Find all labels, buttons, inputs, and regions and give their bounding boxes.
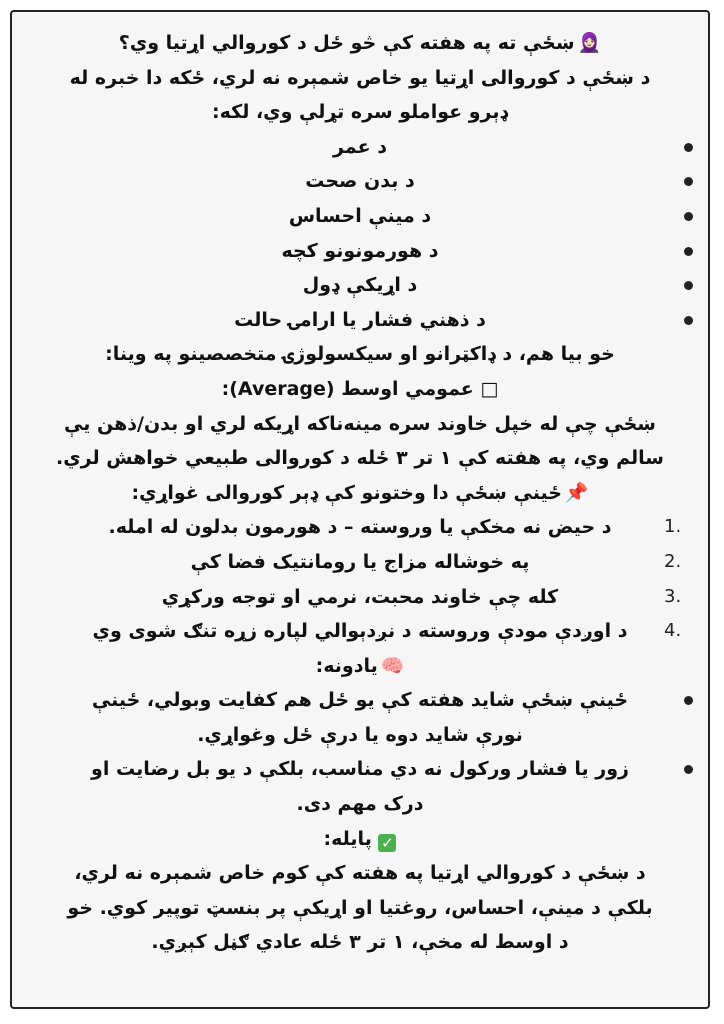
list-item-text: د هورمونونو کچه <box>281 239 439 262</box>
more-desire-text: ځینې ښځې دا وختونو کې ډېر کوروالی غواړي: <box>131 481 562 504</box>
list-item <box>24 199 696 234</box>
list-item <box>24 614 696 649</box>
list-item-text: د اوږدې مودې وروسته د نږدېوالي لپاره زړه تنګ شوی وي <box>92 620 628 643</box>
title <box>24 26 696 61</box>
list-item-text: ځینې ښځې شاید هفته کې یو ځل هم کفایت وبولي، ځینې نورې شاید دوه یا درې ځل وغواړي. <box>91 689 629 746</box>
list-item-text: د ذهني فشار یا ارامۍ حالت <box>234 308 486 331</box>
post-card <box>10 10 710 1009</box>
list-item <box>24 164 696 199</box>
article-body <box>24 26 696 960</box>
list-item <box>24 130 696 165</box>
conclusion-text: پایله: <box>323 827 372 850</box>
title-text: ښځې ته په هفته کې څو ځل د کوروالي اړتیا وي؟ <box>118 32 575 54</box>
list-item <box>24 303 696 338</box>
list-item-text: کله چې خاوند محبت، نرمي او توجه ورکړي <box>161 585 559 608</box>
expert-line: خو بیا هم، د ډاکټرانو او سیکسولوژۍ متخصصینو په وینا: <box>105 343 615 366</box>
box-icon: □ <box>480 377 499 400</box>
brain-icon: 🧠 <box>380 654 405 677</box>
reminder-text: یادونه: <box>315 654 378 677</box>
bullet-icon <box>684 696 693 705</box>
list-item <box>24 234 696 269</box>
times-list <box>24 510 696 648</box>
average-heading <box>24 372 696 407</box>
conclusion-heading <box>24 822 696 857</box>
list-item <box>24 580 696 615</box>
bullet-icon <box>684 281 693 290</box>
notes-list <box>24 683 696 821</box>
average-text-1: ښځې چې له خپل خاوند سره مینه‌ناکه اړیکه لري او بدن/ذهن یې <box>64 412 656 435</box>
factor-list <box>24 130 696 338</box>
list-number: 2. <box>664 550 682 572</box>
bullet-icon <box>684 765 693 774</box>
intro-line-2: ډېرو عواملو سره تړلې وي، لکه: <box>212 101 508 124</box>
bullet-icon <box>684 143 693 152</box>
pushpin-icon: 📌 <box>564 481 589 504</box>
list-item <box>24 268 696 303</box>
list-item-text: د حیض نه مخکې یا وروسته – د هورمون بدلون له امله. <box>108 516 612 539</box>
intro-line-1: د ښځې د کوروالی اړتیا یو خاص شمېره نه لري، ځکه دا خبره له <box>69 66 651 89</box>
list-item-text: په خوشاله مزاج یا رومانتیک فضا کې <box>190 550 530 573</box>
conclusion-line-1: د ښځې د کوروالي اړتیا په هفته کې کوم خاص شمېره نه لري، <box>74 862 646 885</box>
woman-hijab-icon: 🧕🏻 <box>577 32 602 54</box>
more-desire-heading <box>24 476 696 511</box>
list-number: 4. <box>664 620 682 642</box>
list-item-text: د بدن صحت <box>305 170 415 193</box>
list-item-text: د مينې احساس <box>288 204 432 227</box>
list-item-text: د عمر <box>333 135 387 158</box>
bullet-icon <box>684 316 693 325</box>
conclusion-line-3: د اوسط له مخې، ۱ تر ۳ ځله عادي ګڼل کېږي. <box>151 931 569 954</box>
bullet-icon <box>684 247 693 256</box>
list-item <box>24 683 696 752</box>
reminder-heading <box>24 649 696 684</box>
list-item-text: زور یا فشار ورکول نه دي مناسب، بلکې د یو بل رضایت او درک مهم دی. <box>91 758 629 816</box>
list-number: 1. <box>664 516 682 538</box>
list-number: 3. <box>664 585 682 607</box>
list-item <box>24 510 696 545</box>
bullet-icon <box>684 177 693 186</box>
bullet-icon <box>684 212 693 221</box>
average-text-2: سالم وي، په هفته کې ۱ تر ۳ ځله د کوروالی طبیعي خواهش لري. <box>56 447 664 470</box>
list-item <box>24 752 696 821</box>
check-mark-icon: ✓ <box>378 834 396 852</box>
average-label: عمومي اوسط (Average): <box>221 377 474 400</box>
list-item <box>24 545 696 580</box>
list-item-text: د اړیکې ډول <box>302 274 418 297</box>
conclusion-line-2: بلکې د مینې، احساس، روغتیا او اړیکې پر بنسټ توپیر کوي. خو <box>67 896 653 919</box>
